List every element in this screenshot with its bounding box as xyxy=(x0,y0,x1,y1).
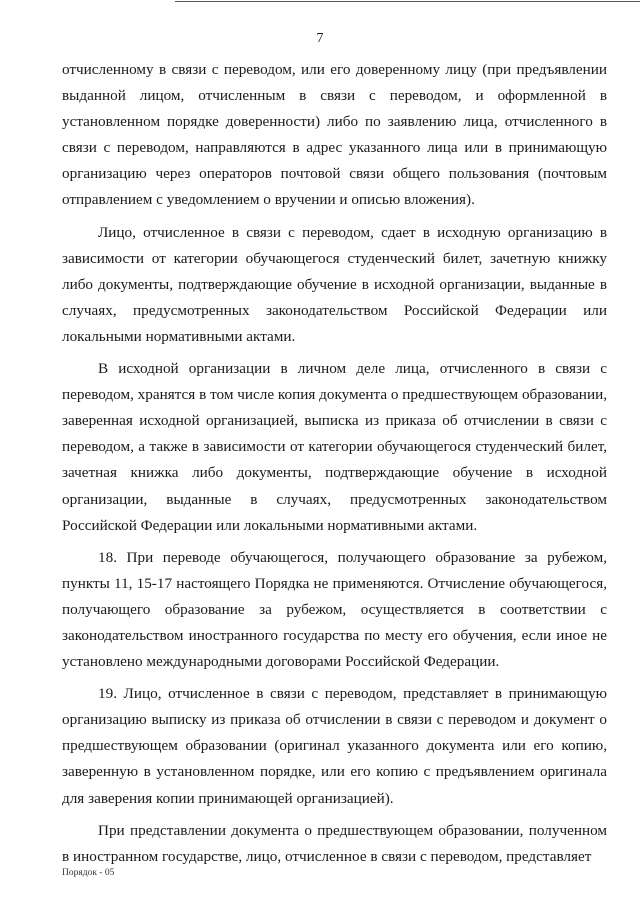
page-footer: Порядок - 05 xyxy=(62,868,115,878)
paragraph-student-card: Лицо, отчисленное в связи с переводом, сдает в исходную организацию в зависимости от категории обучающегося студенческий билет, зачетную книжку либо документы, подтверждающие обучение в исходной организации, выданные в случаях, предусмотренных законодательством Российской Федерации или локальными нормативными актами. xyxy=(62,223,607,345)
document-body xyxy=(62,57,607,876)
paragraph-foreign-document: При представлении документа о предшествующем образовании, полученном в иностранном государстве, лицо, отчисленное в связи с переводом, представляет xyxy=(62,821,607,865)
paragraph-personal-file: В исходной организации в личном деле лица, отчисленного в связи с переводом, хранятся в том числе копия документа о предшествующем образовании, заверенная исходной организацией, выписка из приказа об отчислении в связи с переводом, а также в зависимости от категории обучающегося студенческий билет, зачетная книжка либо документы, подтверждающие обучение в исходной организации, выданные в случаях, предусмотренных законодательством Российской Федерации или локальными нормативными актами. xyxy=(62,360,607,534)
paragraph-item-18: 18. При переводе обучающегося, получающего образование за рубежом, пункты 11, 15-17 настоящего Порядка не применяются. Отчисление обучающегося, получающего образование за рубежом, осуществляется в соответствии с законодательством иностранного государства по месту его обучения, если иное не установлено международными договорами Российской Федерации. xyxy=(62,548,607,671)
page-number: 7 xyxy=(316,31,324,46)
paragraph-continuation: отчисленному в связи с переводом, или его доверенному лицу (при предъявлении выданной лицом, отчисленным в связи с переводом, и оформленной в установленном порядке доверенности) либо по заявлению лица, отчисленного в связи с переводом, направляются в адрес указанного лица или в принимающую организацию через операторов почтовой связи общего пользования (почтовым отправлением с уведомлением о вручении и описью вложения). xyxy=(62,61,607,209)
top-border-line xyxy=(175,1,640,2)
paragraph-item-19: 19. Лицо, отчисленное в связи с переводом, представляет в принимающую организацию выписку из приказа об отчислении в связи с переводом и документ о предшествующем образовании (оригинал указанного документа или его копию, заверенную в установленном порядке, или его копию с предъявлением оригинала для заверения копии принимающей организацией). xyxy=(62,685,607,807)
